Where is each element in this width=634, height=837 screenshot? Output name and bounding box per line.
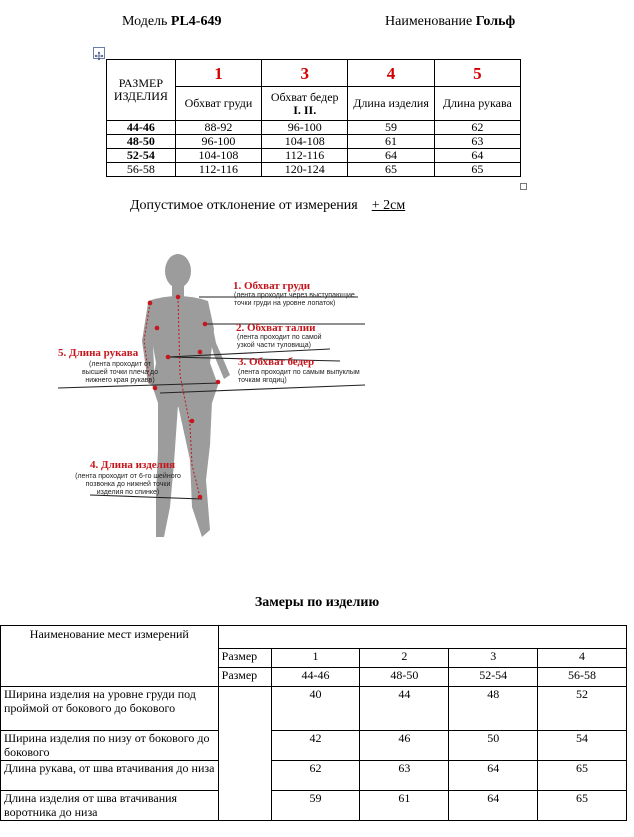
label-hips: 3. Обхват бедер — [238, 356, 315, 368]
cell: 64 — [434, 149, 520, 163]
cell: 65 — [348, 163, 434, 177]
name-value: Гольф — [475, 14, 516, 29]
col-hips-label: Обхват бедер — [270, 89, 339, 104]
cell: 96-100 — [175, 135, 261, 149]
col-number-1: 1 — [175, 60, 261, 87]
row-name: Длина изделия от шва втачивания воротника до низа — [1, 791, 219, 821]
cell: 64 — [348, 149, 434, 163]
cell: 65 — [538, 791, 627, 821]
cell: 63 — [434, 135, 520, 149]
cell: 59 — [348, 121, 434, 135]
cell: 42 — [271, 731, 360, 761]
row-size: 44-46 — [107, 121, 176, 135]
col-size: 44-46 — [271, 668, 360, 687]
col-number: 1 — [271, 649, 360, 668]
name-label: Наименование — [385, 14, 473, 29]
empty-cell — [218, 687, 271, 821]
table-row — [107, 163, 521, 177]
empty-header-cell — [218, 626, 626, 649]
measurement-figure — [40, 245, 380, 545]
col-size: 48-50 — [360, 668, 449, 687]
cell: 50 — [449, 731, 538, 761]
note-waist: (лента проходит по самой узкой части туловища) — [237, 334, 322, 349]
table-resize-handle[interactable] — [520, 183, 527, 190]
cell: 112-116 — [175, 163, 261, 177]
row-size: 56-58 — [107, 163, 176, 177]
cell: 64 — [449, 761, 538, 791]
col-number-5: 5 — [434, 60, 520, 87]
cell: 64 — [449, 791, 538, 821]
col-number-4: 4 — [348, 60, 434, 87]
name-line — [385, 14, 515, 30]
col-hips-sub: I. II. — [293, 102, 317, 117]
cell: 88-92 — [175, 121, 261, 135]
table-row — [1, 761, 627, 791]
cell: 62 — [434, 121, 520, 135]
table-row — [1, 791, 627, 821]
table-row — [107, 149, 521, 163]
cell: 112-116 — [262, 149, 348, 163]
cell: 62 — [271, 761, 360, 791]
cell: 65 — [538, 761, 627, 791]
col-number: 4 — [538, 649, 627, 668]
table-row — [107, 121, 521, 135]
row-name: Ширина изделия по низу от бокового до бокового — [1, 731, 219, 761]
row-size: 48-50 — [107, 135, 176, 149]
cell: 40 — [271, 687, 360, 731]
model-value: PL4-649 — [170, 14, 222, 29]
col-sleeve: Длина рукава — [434, 87, 520, 121]
measures-title: Замеры по изделию — [254, 595, 380, 610]
tolerance-line — [130, 198, 405, 214]
cell: 46 — [360, 731, 449, 761]
model-line — [122, 14, 221, 30]
col-chest: Обхват груди — [175, 87, 261, 121]
cell: 63 — [360, 761, 449, 791]
cell: 104-108 — [175, 149, 261, 163]
col-number: 3 — [449, 649, 538, 668]
col-size: 52-54 — [449, 668, 538, 687]
tolerance-text: Допустимое отклонение от измерения — [130, 198, 358, 213]
tolerance-value: + 2см — [371, 198, 406, 213]
col-length: Длина изделия — [348, 87, 434, 121]
cell: 48 — [449, 687, 538, 731]
cell: 65 — [434, 163, 520, 177]
size-label: Размер — [218, 649, 271, 668]
cell: 104-108 — [262, 135, 348, 149]
size-table — [106, 59, 521, 177]
table-row — [1, 687, 627, 731]
size-label: Размер — [218, 668, 271, 687]
note-length: (лента проходит от 6-го шейного позвонка до нижней точки изделия по спинке) — [75, 473, 181, 496]
cell: 120-124 — [262, 163, 348, 177]
label-waist: 2. Обхват талии — [236, 322, 316, 334]
label-chest: 1. Обхват груди — [233, 280, 311, 292]
cell: 52 — [538, 687, 627, 731]
table-row — [1, 731, 627, 761]
cell: 61 — [360, 791, 449, 821]
label-sleeve: 5. Длина рукава — [58, 347, 139, 359]
cell: 54 — [538, 731, 627, 761]
row-name: Длина рукава, от шва втачивания до низа — [1, 761, 219, 791]
place-header: Наименование мест измерений — [1, 626, 219, 687]
size-corner: РАЗМЕР ИЗДЕЛИЯ — [107, 60, 176, 121]
row-size: 52-54 — [107, 149, 176, 163]
col-number-3: 3 — [262, 60, 348, 87]
note-hips: (лента проходит по самым выпуклым точкам ягодиц) — [238, 369, 360, 384]
cell: 59 — [271, 791, 360, 821]
table-row — [107, 135, 521, 149]
cell: 96-100 — [262, 121, 348, 135]
col-size: 56-58 — [538, 668, 627, 687]
table-move-handle-icon[interactable] — [93, 47, 105, 59]
note-sleeve: (лента проходит от высшей точки плеча до нижнего края рукава) — [81, 361, 159, 384]
model-label: Модель — [122, 14, 168, 29]
row-name: Ширина изделия на уровне груди под проймой от бокового до бокового — [1, 687, 219, 731]
measures-table — [0, 625, 627, 821]
col-number: 2 — [360, 649, 449, 668]
label-length: 4. Длина изделия — [90, 459, 176, 471]
note-chest: (лента проходит через выступающие точки груди на уровне лопаток) — [234, 292, 355, 307]
cell: 61 — [348, 135, 434, 149]
col-hips — [262, 87, 348, 121]
cell: 44 — [360, 687, 449, 731]
